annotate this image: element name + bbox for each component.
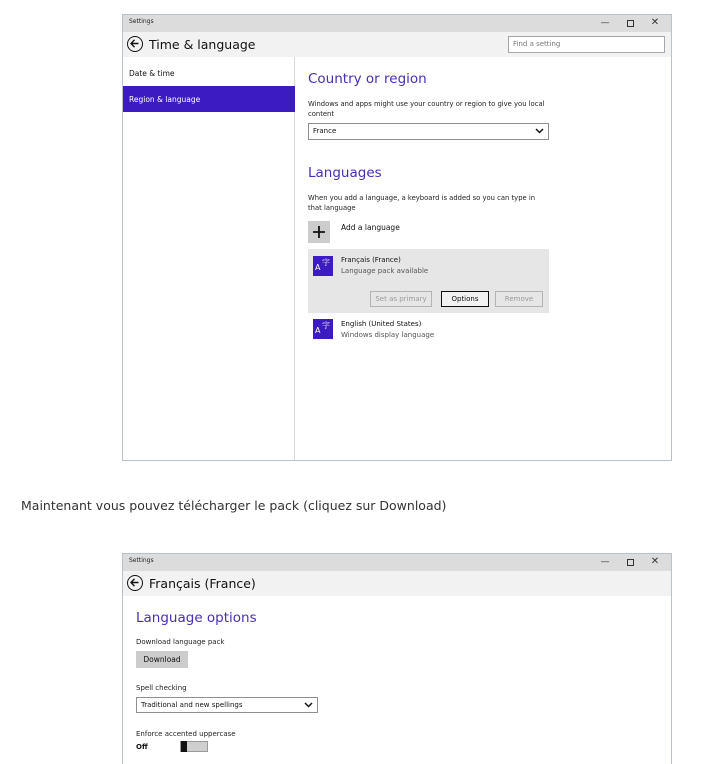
language-icon: A 字	[313, 319, 333, 339]
spell-checking-dropdown[interactable]	[136, 697, 318, 713]
title-bar	[123, 15, 671, 32]
download-label: Download language pack	[136, 638, 225, 646]
uppercase-toggle[interactable]	[180, 741, 208, 752]
sidebar-item-date-time[interactable]: Date & time	[129, 69, 175, 78]
country-description: Windows and apps might use your country or region to give you local content	[308, 100, 545, 118]
language-icon: A 字	[313, 256, 333, 276]
language-name: English (United States)	[341, 320, 422, 328]
maximize-icon[interactable]	[620, 16, 640, 31]
country-selected: France	[313, 127, 337, 135]
title-bar	[123, 554, 671, 571]
languages-description: When you add a language, a keyboard is added so you can type in that language	[308, 194, 536, 212]
language-item-francais[interactable]	[308, 249, 549, 313]
search-input[interactable]: Find a setting	[508, 36, 665, 53]
plus-icon	[313, 226, 325, 238]
app-title: Settings	[129, 18, 154, 25]
back-arrow-icon[interactable]	[127, 36, 143, 52]
minimize-icon[interactable]: —	[600, 18, 610, 28]
settings-window-time-language	[122, 14, 672, 461]
chevron-down-icon	[304, 700, 313, 711]
main-content	[308, 57, 671, 460]
page-title: Time & language	[149, 37, 256, 52]
toggle-state: Off	[136, 743, 148, 751]
sidebar-item-region-language[interactable]: Region & language	[123, 86, 295, 112]
caption-text: Maintenant vous pouvez télécharger le pack (cliquez sur Download)	[21, 498, 447, 513]
close-icon[interactable]: ✕	[650, 556, 660, 567]
options-button[interactable]: Options	[441, 291, 489, 307]
download-button[interactable]: Download	[136, 651, 188, 668]
add-language-button[interactable]	[308, 221, 330, 243]
country-dropdown[interactable]	[308, 123, 549, 140]
country-section-title: Country or region	[308, 71, 427, 87]
spell-checking-selected: Traditional and new spellings	[141, 701, 243, 709]
language-status: Language pack available	[341, 267, 429, 275]
add-language-label[interactable]: Add a language	[341, 223, 400, 232]
language-name: Français (France)	[341, 256, 401, 264]
page-title: Français (France)	[149, 576, 256, 591]
maximize-icon[interactable]	[620, 555, 640, 570]
set-as-primary-button[interactable]: Set as primary	[370, 291, 432, 307]
uppercase-label: Enforce accented uppercase	[136, 730, 236, 738]
spell-checking-label: Spell checking	[136, 684, 187, 692]
minimize-icon[interactable]: —	[600, 557, 610, 567]
close-icon[interactable]: ✕	[650, 17, 660, 28]
remove-button[interactable]: Remove	[495, 291, 543, 307]
sidebar	[123, 57, 295, 460]
language-status: Windows display language	[341, 331, 435, 339]
page-header	[123, 32, 671, 57]
toggle-knob	[181, 741, 187, 752]
back-arrow-icon[interactable]	[127, 575, 143, 591]
section-title: Language options	[136, 610, 257, 626]
main-content	[136, 596, 671, 764]
app-title: Settings	[129, 557, 154, 564]
languages-section-title: Languages	[308, 165, 382, 181]
page-header	[123, 571, 671, 596]
settings-window-language-options	[122, 553, 672, 764]
chevron-down-icon	[535, 126, 544, 137]
